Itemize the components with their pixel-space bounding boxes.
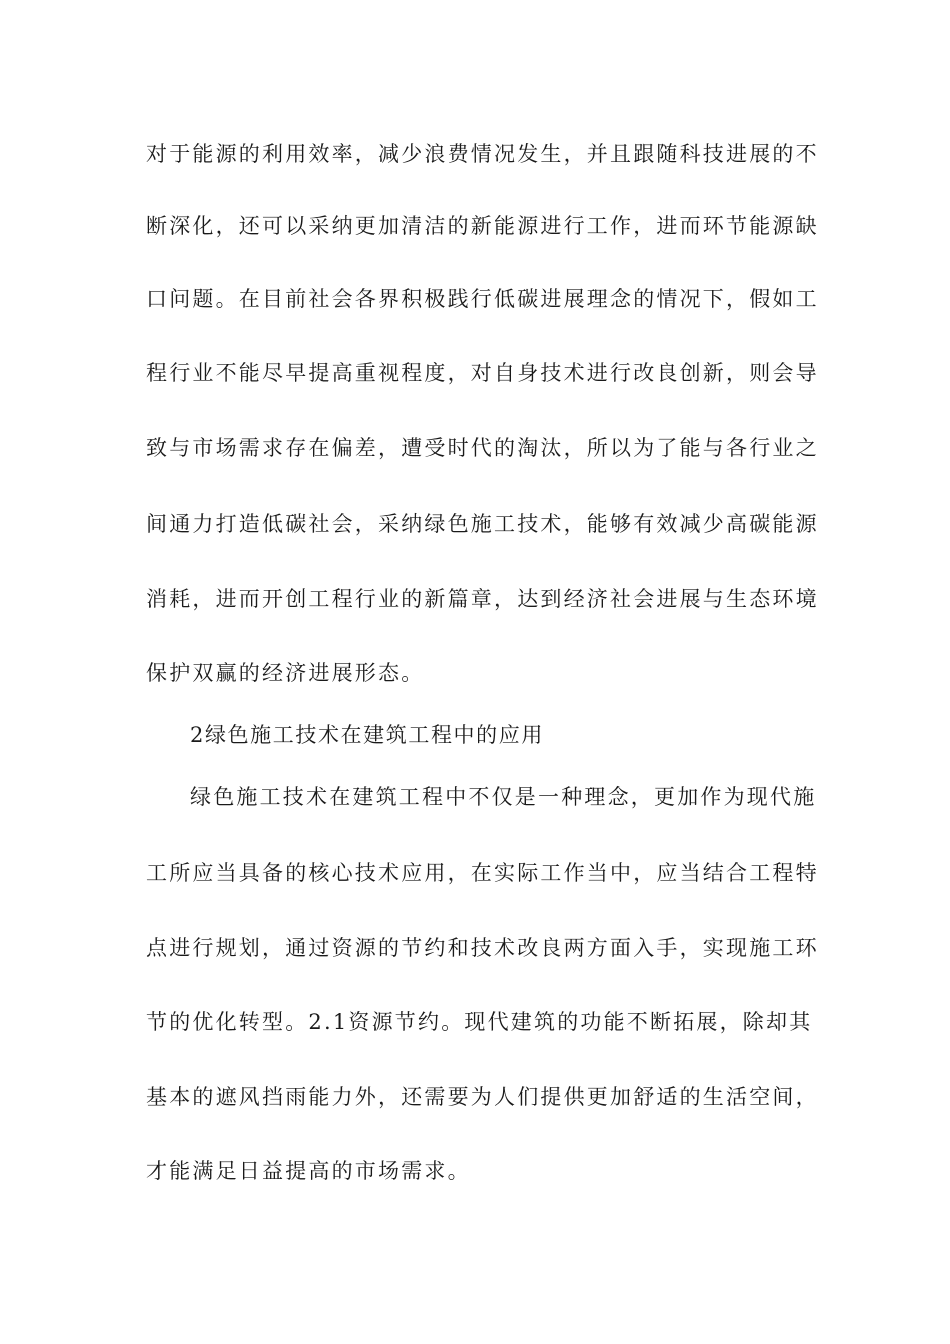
paragraph-line: 点进行规划，通过资源的节约和技术改良两方面入手，实现施工环 <box>146 936 819 960</box>
paragraph-line: 断深化，还可以采纳更加清洁的新能源进行工作，进而环节能源缺 <box>146 214 819 238</box>
paragraph-line: 口问题。在目前社会各界积极践行低碳进展理念的情况下，假如工 <box>146 287 819 311</box>
paragraph-line: 致与市场需求存在偏差，遭受时代的淘汰，所以为了能与各行业之 <box>146 436 819 460</box>
paragraph-line: 才能满足日益提高的市场需求。 <box>146 1159 471 1183</box>
paragraph-line: 对于能源的利用效率，减少浪费情况发生，并且跟随科技进展的不 <box>146 142 819 166</box>
paragraph-line: 保护双赢的经济进展形态。 <box>146 661 425 685</box>
paragraph-line: 绿色施工技术在建筑工程中不仅是一种理念，更加作为现代施 <box>190 785 817 809</box>
paragraph-line: 程行业不能尽早提高重视程度，对自身技术进行改良创新，则会导 <box>146 361 819 385</box>
paragraph-line: 工所应当具备的核心技术应用，在实际工作当中，应当结合工程特 <box>146 861 819 885</box>
paragraph-line: 间通力打造低碳社会，采纳绿色施工技术，能够有效减少高碳能源 <box>146 512 819 536</box>
paragraph-line: 节的优化转型。2.1资源节约。现代建筑的功能不断拓展，除却其 <box>146 1010 813 1034</box>
section-heading: 2绿色施工技术在建筑工程中的应用 <box>190 723 544 747</box>
paragraph-line: 基本的遮风挡雨能力外，还需要为人们提供更加舒适的生活空间， <box>146 1085 819 1109</box>
paragraph-line: 消耗，进而开创工程行业的新篇章，达到经济社会进展与生态环境 <box>146 587 819 611</box>
